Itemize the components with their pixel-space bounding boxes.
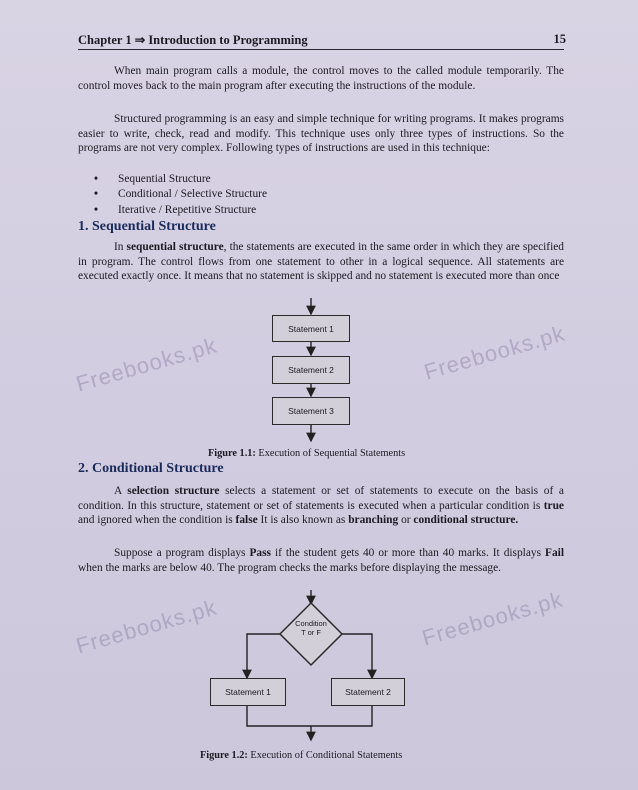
flowchart-condition-label: [280, 619, 342, 637]
text-run: In: [114, 241, 127, 253]
watermark-logo: Freebooks.pk: [73, 332, 220, 397]
bold-term: branching: [348, 514, 399, 527]
bold-term: selection structure: [127, 485, 220, 497]
watermark-logo: Freebooks.pk: [421, 320, 568, 385]
figure-2-caption: [200, 750, 402, 761]
text-run: A: [114, 485, 128, 497]
heading-conditional-structure: 2. Conditional Structure: [78, 461, 224, 476]
flowchart-box-statement-1: Statement 1: [272, 315, 350, 342]
heading-sequential-structure: 1. Sequential Structure: [78, 219, 216, 234]
flowchart-box-statement-2-false: Statement 2: [331, 678, 405, 706]
text-run: , the statements are executed in the same order in which they are specified in program. The control flows from one statement to other in a logical sequence. All statements are executed exactly once. It means that no statement is skipped and no statement is executed more than once: [78, 241, 564, 283]
text-run: Suppose a program displays: [114, 547, 250, 559]
text-run: selects a statement or set of statements to execute on the basis of a condition. In this structure, statement or set of statements is executed when a particular condition is: [78, 485, 564, 512]
text-run: when the marks are below 40. The program checks the marks before displaying the message.: [78, 561, 502, 574]
bold-term: conditional structure.: [413, 514, 519, 527]
list-item: • Sequential Structure: [94, 172, 267, 187]
list-item: • Conditional / Selective Structure: [94, 187, 267, 202]
caption-label: Figure 1.2:: [200, 750, 248, 761]
flowchart-box-statement-3: Statement 3: [272, 397, 350, 425]
bold-term: true: [543, 499, 564, 512]
flowchart-box-statement-1-true: Statement 1: [210, 678, 286, 706]
paragraph-pass-fail-example: [78, 546, 564, 575]
chapter-title: Chapter 1 ⇒ Introduction to Programming: [78, 33, 308, 47]
condition-text: Condition: [295, 619, 327, 628]
list-item: • Iterative / Repetitive Structure: [94, 203, 267, 218]
caption-label: Figure 1.1:: [208, 448, 256, 459]
condition-values: T or F: [301, 628, 321, 637]
bold-term: Fail: [545, 547, 564, 559]
page-number: 15: [553, 32, 566, 46]
bold-term: false: [235, 514, 258, 527]
figure-1-caption: [208, 448, 405, 459]
paragraph-structured-programming: Structured programming is an easy and simple technique for writing programs. It makes programs easier to write, check, read and modify. This technique uses only three types of instructions. So the programs are not very complex. Following types of instructions are used in this technique:: [78, 113, 564, 155]
text-run: and ignored when the condition is: [78, 514, 236, 527]
paragraph-conditional: [78, 484, 564, 528]
text-run: or: [398, 514, 414, 527]
caption-text: Execution of Conditional Statements: [247, 750, 403, 761]
text-run: if the student gets 40 or more than 40 marks. It displays: [271, 547, 545, 559]
flowchart-box-statement-2: Statement 2: [272, 356, 350, 384]
caption-text: Execution of Sequential Statements: [255, 448, 406, 459]
watermark-logo: Freebooks.pk: [73, 594, 220, 659]
paragraph-module-control: When main program calls a module, the control moves to the called module temporarily. The control moves back to the main program after executing the instructions of the module.: [78, 65, 564, 92]
bold-term: Pass: [249, 547, 271, 559]
bold-term: sequential structure: [126, 241, 224, 253]
text-run: It is also known as: [257, 514, 349, 527]
watermark-logo: Freebooks.pk: [419, 586, 566, 651]
